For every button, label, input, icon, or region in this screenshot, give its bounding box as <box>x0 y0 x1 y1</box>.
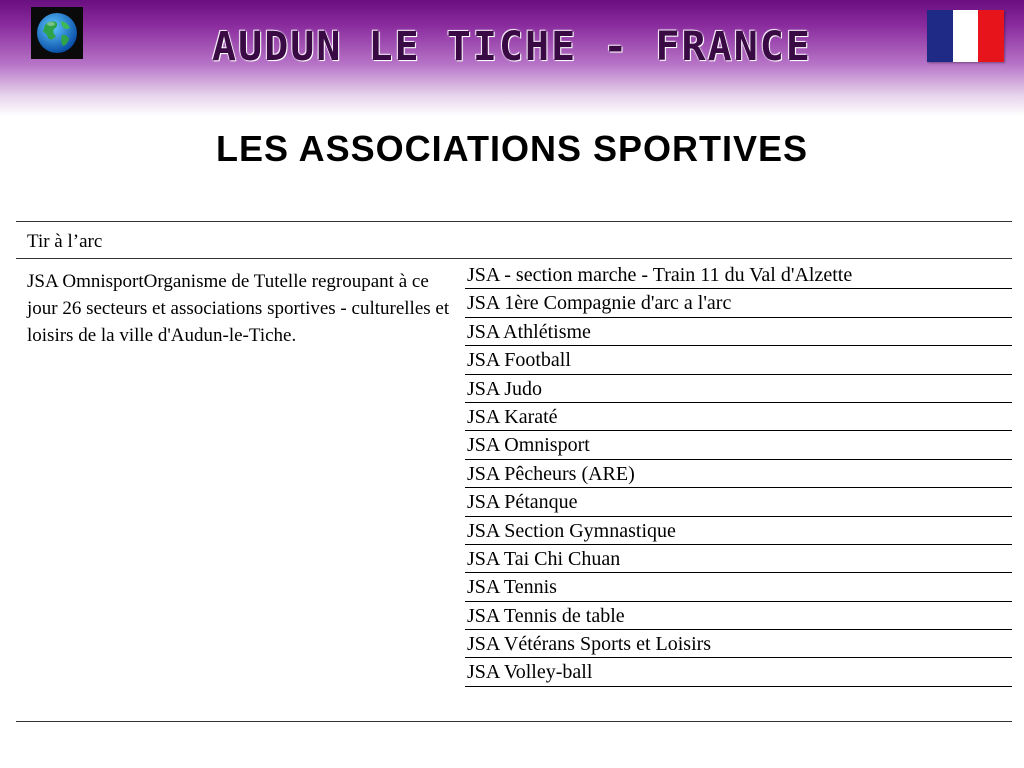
flag-white-stripe <box>953 10 979 62</box>
flag-blue-stripe <box>927 10 953 62</box>
header-banner <box>0 0 1024 116</box>
association-item: JSA Karaté <box>465 403 1012 431</box>
association-item: JSA Volley-ball <box>465 658 1012 686</box>
table-bottom-rule <box>16 721 1012 722</box>
association-item: JSA Pêcheurs (ARE) <box>465 460 1012 488</box>
association-item: JSA Judo <box>465 375 1012 403</box>
organisation-description: JSA OmnisportOrganisme de Tutelle regroupant à ce jour 26 secteurs et associations sportives - culturelles et loisirs de la ville d'Audun-le-Tiche. <box>27 271 450 346</box>
association-item: JSA Tennis <box>465 573 1012 601</box>
page-title: LES ASSOCIATIONS SPORTIVES <box>215 128 809 169</box>
association-item: JSA Section Gymnastique <box>465 517 1012 545</box>
association-item: JSA 1ère Compagnie d'arc a l'arc <box>465 289 1012 317</box>
table-header-label: Tir à l’arc <box>27 231 103 252</box>
association-item: JSA Tennis de table <box>465 602 1012 630</box>
association-item: JSA Athlétisme <box>465 318 1012 346</box>
association-item: JSA Omnisport <box>465 431 1012 459</box>
association-item: JSA - section marche - Train 11 du Val d'Alzette <box>465 261 1012 289</box>
table-header-rule <box>16 258 1012 259</box>
flag-red-stripe <box>978 10 1004 62</box>
french-flag-icon <box>927 10 1004 62</box>
table-top-rule <box>16 221 1012 222</box>
association-list <box>465 261 1012 687</box>
association-item: JSA Football <box>465 346 1012 374</box>
association-item: JSA Vétérans Sports et Loisirs <box>465 630 1012 658</box>
association-item: JSA Tai Chi Chuan <box>465 545 1012 573</box>
association-item: JSA Pétanque <box>465 488 1012 516</box>
site-title: AUDUN LE TICHE - FRANCE <box>212 24 812 70</box>
